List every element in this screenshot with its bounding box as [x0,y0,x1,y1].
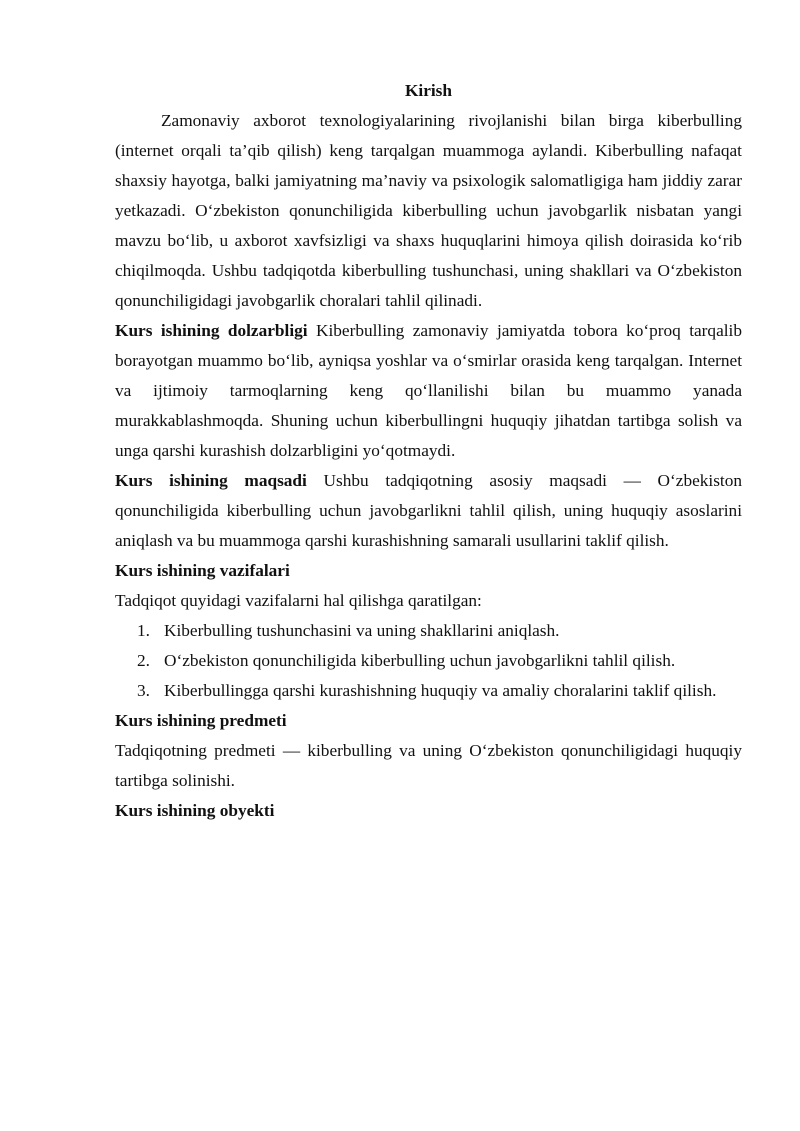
list-item-text: Kiberbullingga qarshi kurashishning huquqiy va amaliy choralarini taklif qilish. [164,681,717,700]
list-item [115,676,742,706]
intro-paragraph: Zamonaviy axborot texnologiyalarining rivojlanishi bilan birga kiberbulling (internet orqali ta’qib qilish) keng tarqalgan muammoga aylandi. Kiberbulling nafaqat shaxsiy hayotga, balki jamiyatning ma’naviy va psixologik salomatligiga ham jiddiy zarar yetkazadi. O‘zbekiston qonunchiligida kiberbulling uchun javobgarlik nisbatan yangi mavzu bo‘lib, u axborot xavfsizligi va shaxs huquqlarini himoya qilish doirasida ko‘rib chiqilmoqda. Ushbu tadqiqotda kiberbulling tushunchasi, uning shakllari va O‘zbekiston qonunchiligidagi javobgarlik choralari tahlil qilinadi. [115,111,742,310]
goal-heading: Kurs ishining maqsadi [115,471,307,490]
list-item [115,646,742,676]
subject-paragraph: Tadqiqotning predmeti — kiberbulling va uning O‘zbekiston qonunchiligidagi huquqiy tartibga solinishi. [115,741,742,790]
document-page [115,76,742,826]
page-title: Kirish [404,81,453,100]
relevance-heading: Kurs ishining dolzarbligi [115,321,308,340]
object-heading: Kurs ishining obyekti [115,801,275,820]
goal-text: Ushbu tadqiqotning asosiy maqsadi — O‘zbekiston qonunchiligida kiberbulling uchun javobgarlikni tahlil qilish, uning huquqiy asoslarini aniqlash va bu muammoga qarshi kurashishning samarali usullarini taklif qilish. [115,471,742,550]
list-item [115,616,742,646]
list-item-number: 1. [137,621,150,640]
list-item-number: 2. [137,651,150,670]
subject-heading: Kurs ishining predmeti [115,711,287,730]
tasks-list [115,616,742,706]
relevance-text: Kiberbulling zamonaviy jamiyatda tobora ko‘proq tarqalib borayotgan muammo bo‘lib, ayniqsa yoshlar va o‘smirlar orasida keng tarqalgan. Internet va ijtimoiy tarmoqlarning keng qo‘llanilishi bilan bu muammo yanada murakkablashmoqda. Shuning uchun kiberbullingni huquqiy jihatdan tartibga solish va unga qarshi kurashish dolzarbligini yo‘qotmaydi. [115,321,742,460]
tasks-heading: Kurs ishining vazifalari [115,561,290,580]
list-item-text: O‘zbekiston qonunchiligida kiberbulling uchun javobgarlikni tahlil qilish. [164,651,676,670]
goal-paragraph [115,466,742,556]
tasks-lead: Tadqiqot quyidagi vazifalarni hal qilishga qaratilgan: [115,591,482,610]
list-item-number: 3. [137,681,150,700]
list-item-text: Kiberbulling tushunchasini va uning shakllarini aniqlash. [164,621,560,640]
relevance-paragraph [115,316,742,466]
